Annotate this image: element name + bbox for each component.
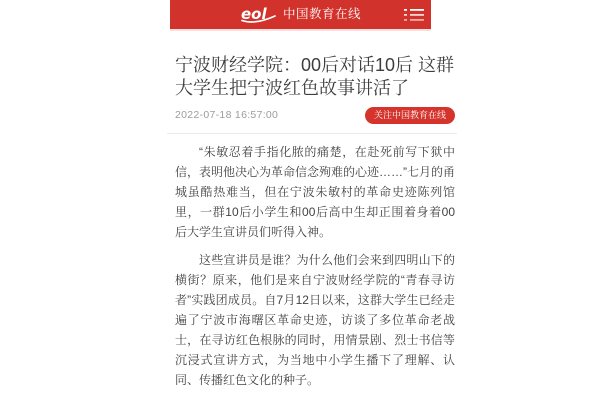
eol-logo-icon xyxy=(240,5,278,25)
app-header xyxy=(170,0,431,29)
site-name: 中国教育在线 xyxy=(282,7,361,22)
meta-divider xyxy=(167,133,457,134)
hamburger-menu-icon xyxy=(404,8,424,22)
eol-logo-text: eol xyxy=(240,4,267,23)
article-paragraph: 这些宣讲员是谁？为什么他们会来到四明山下的横街？原来，他们是来自宁波财经学院的“青春寻访者”实践团成员。自7月12日以来，这群大学生已经走遍了宁波市海曙区革命史迹，访谈了多位革命老战士，在寻访红色根脉的同时，用情景剧、烈士书信等沉浸式宣讲方式，为当地中小学生播下了理解、认同、传播红色文化的种子。 xyxy=(175,253,455,387)
article-paragraph: “朱敏忍着手指化脓的痛楚，在赴死前写下狱中信，表明他决心为革命信念殉难的心迹……”七月的甬城虽酷热难当，但在宁波朱敏村的革命史迹陈列馆里，一群10后小学生和00后高中生却正围着身着00后大学生宣讲员们听得入神。 xyxy=(175,145,455,239)
publish-time: 2022-07-18 16:57:00 xyxy=(175,109,279,121)
article-meta-row xyxy=(175,105,455,125)
site-logo[interactable] xyxy=(240,5,361,25)
article-body xyxy=(175,142,455,398)
article-title: 宁波财经学院：00后对话10后 这群大学生把宁波红色故事讲活了 xyxy=(175,55,455,99)
follow-button[interactable]: 关注中国教育在线 xyxy=(365,107,455,124)
menu-button[interactable] xyxy=(403,7,425,23)
